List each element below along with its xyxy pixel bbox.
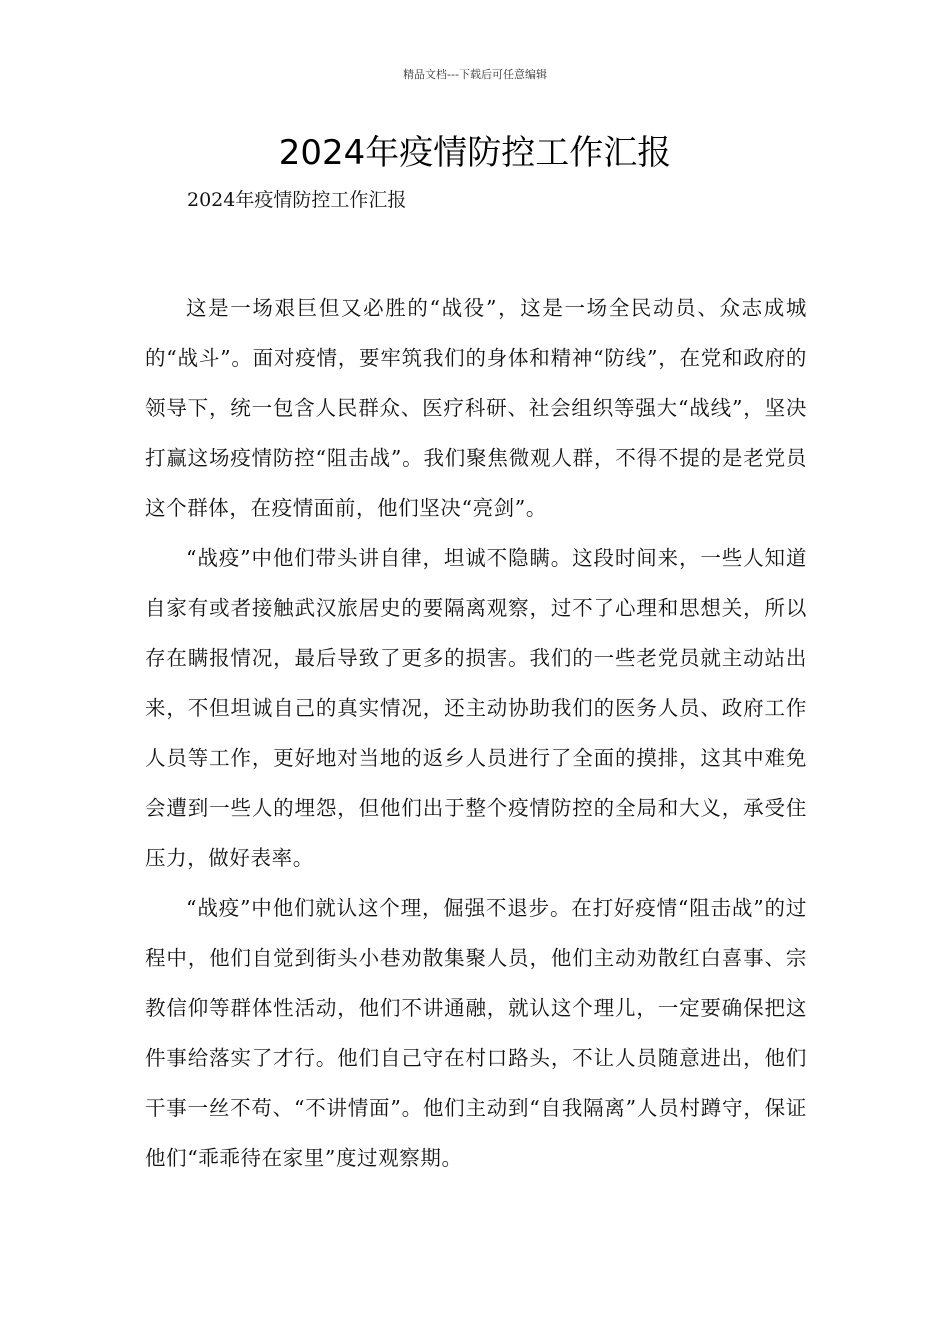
- header-note: 精品文档---下载后可任意编辑: [403, 68, 547, 81]
- body-text: [145, 283, 807, 1183]
- subtitle: 2024年疫情防控工作汇报: [187, 189, 407, 211]
- paragraph-2: “战疫”中他们带头讲自律，坦诚不隐瞒。这段时间来，一些人知道自家有或者接触武汉旅居史的要隔离观察，过不了心理和思想关，所以存在瞒报情况，最后导致了更多的损害。我们的一些老党员就主动站出来，不但坦诚自己的真实情况，还主动协助我们的医务人员、政府工作人员等工作，更好地对当地的返乡人员进行了全面的摸排，这其中难免会遭到一些人的埋怨，但他们出于整个疫情防控的全局和大义，承受住压力，做好表率。: [145, 546, 807, 870]
- paragraph-1: 这是一场艰巨但又必胜的“战役”，这是一场全民动员、众志成城的“战斗”。面对疫情，要牢筑我们的身体和精神“防线”，在党和政府的领导下，统一包含人民群众、医疗科研、社会组织等强大“战线”，坚决打赢这场疫情防控“阻击战”。我们聚焦微观人群，不得不提的是老党员这个群体，在疫情面前，他们坚决“亮剑”。: [145, 296, 807, 520]
- page-title: 2024年疫情防控工作汇报: [278, 133, 672, 173]
- paragraph-3: “战疫”中他们就认这个理，倔强不退步。在打好疫情“阻击战”的过程中，他们自觉到街头小巷劝散集聚人员，他们主动劝散红白喜事、宗教信仰等群体性活动，他们不讲通融，就认这个理儿，一定要确保把这件事给落实了才行。他们自己守在村口路头，不让人员随意进出，他们干事一丝不苟、“不讲情面”。他们主动到“自我隔离”人员村蹲守，保证他们“乖乖待在家里”度过观察期。: [145, 896, 807, 1170]
